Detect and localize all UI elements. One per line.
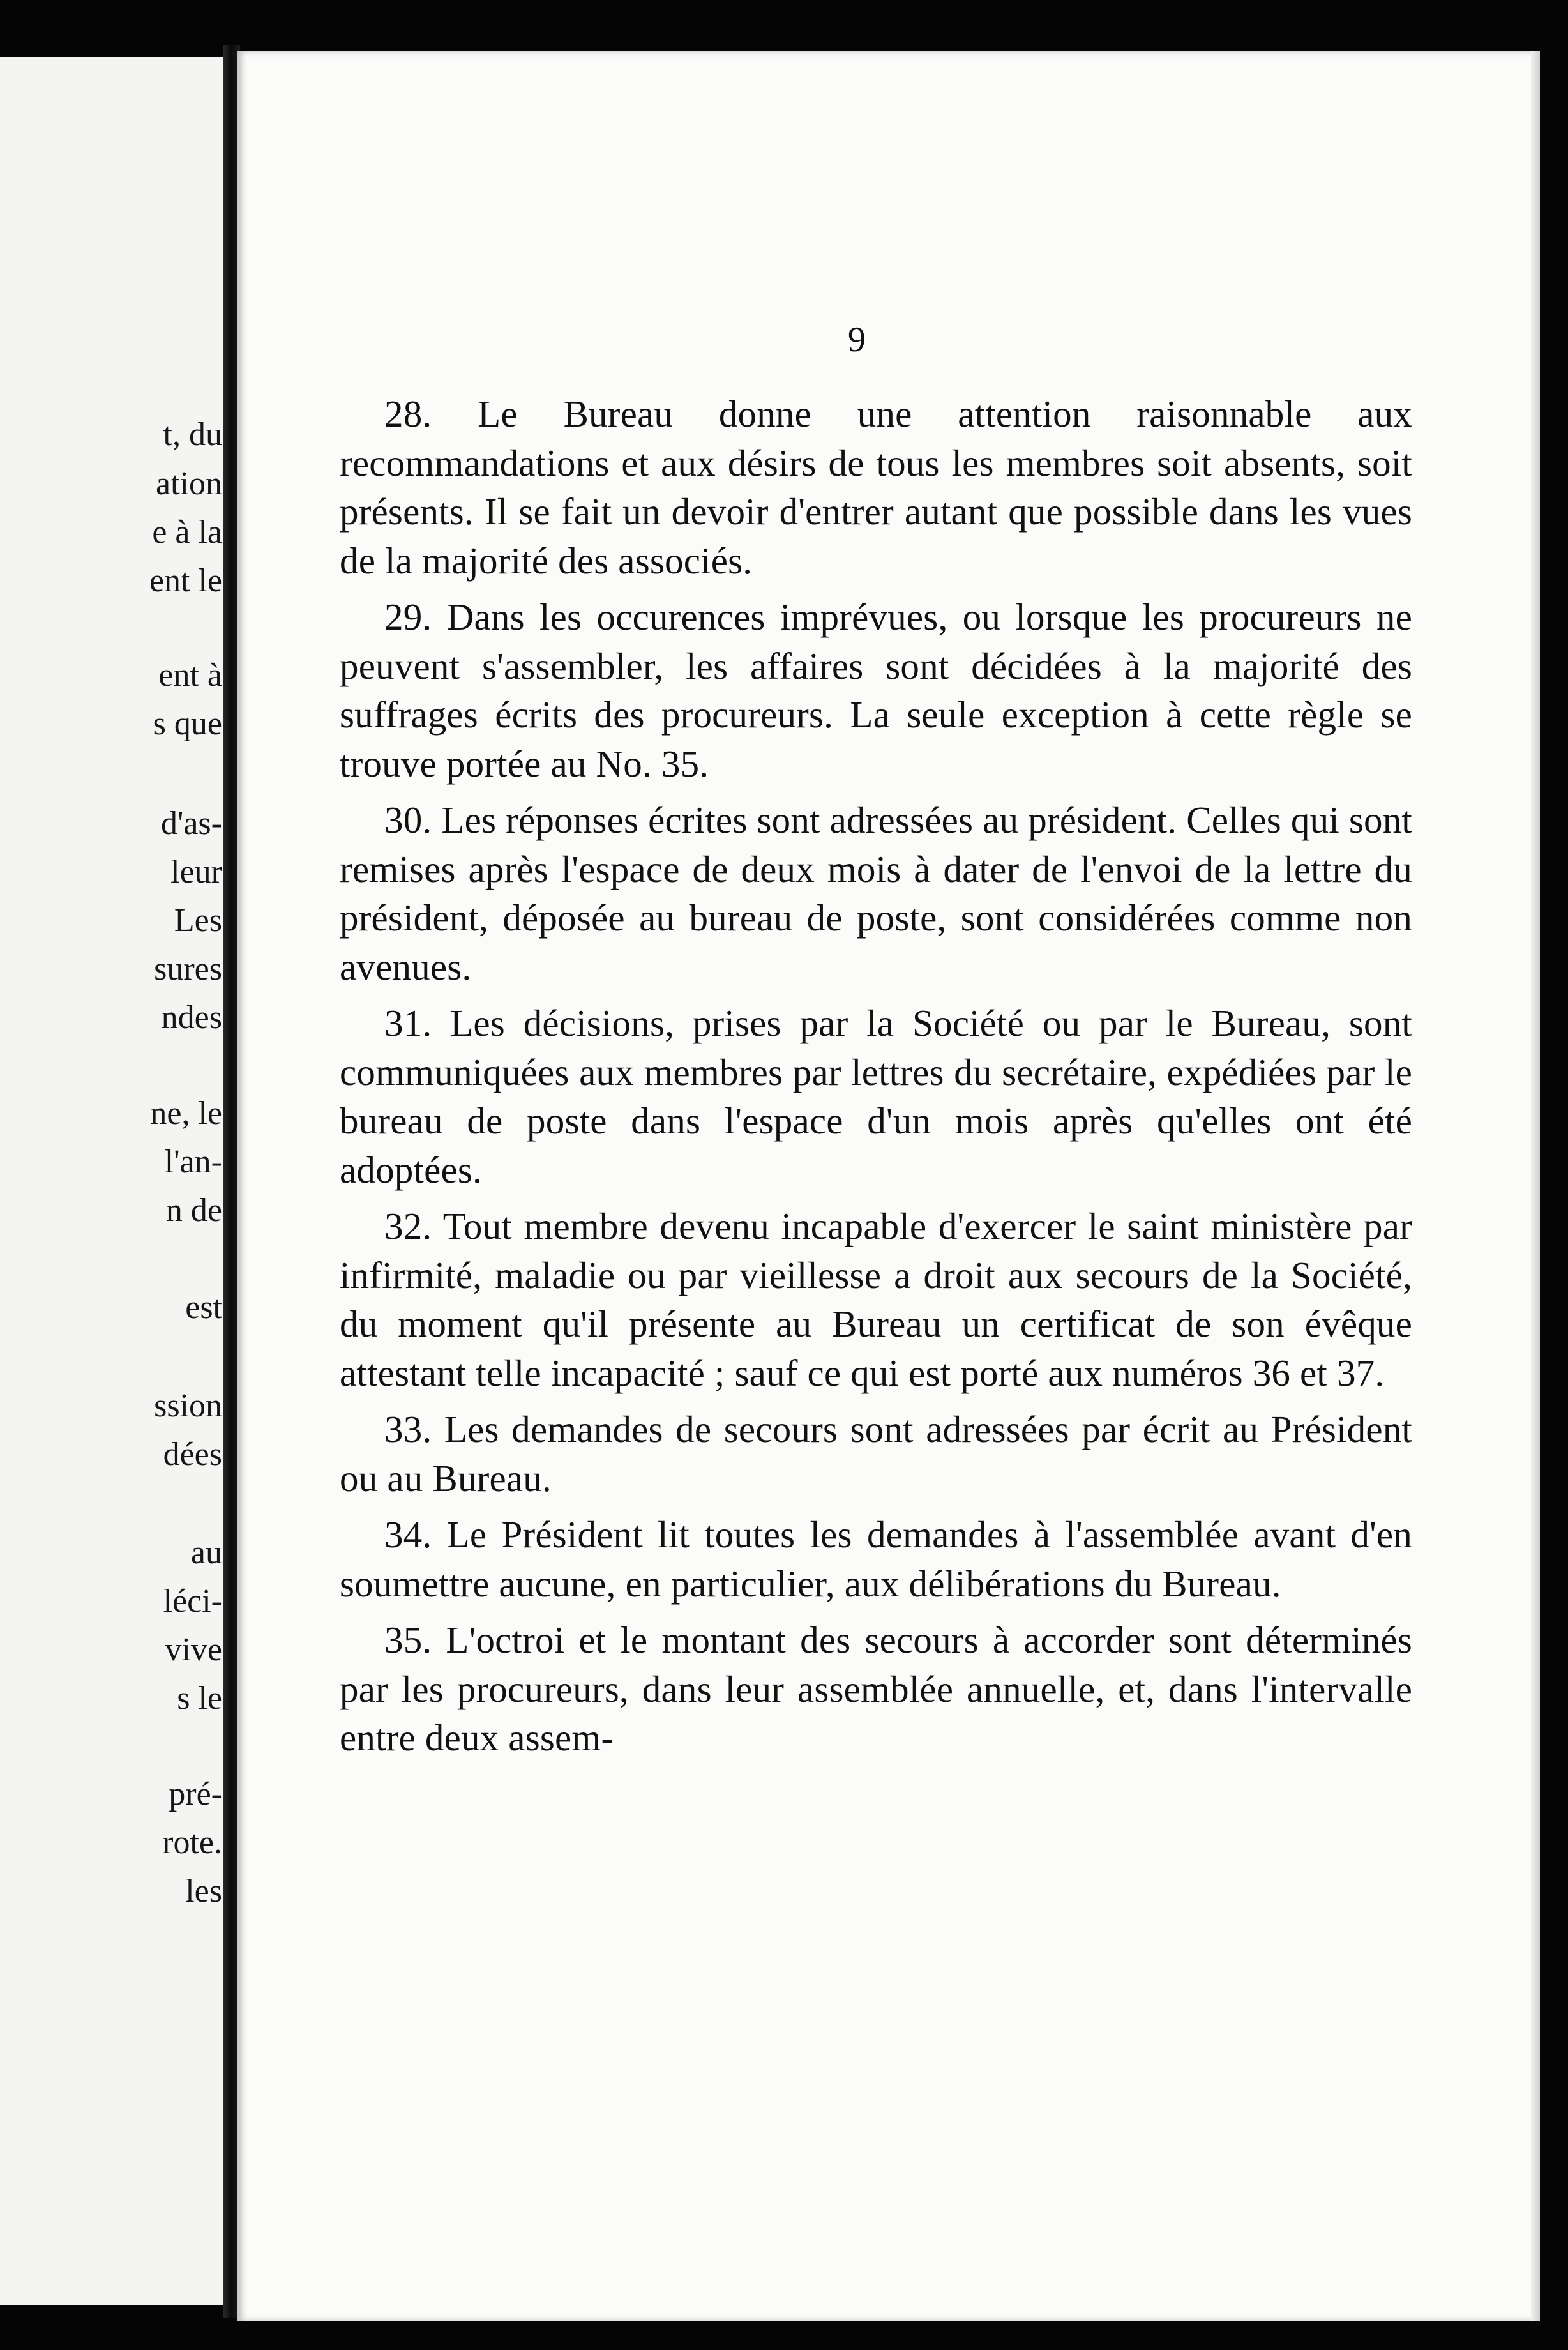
left-page-fragment: rote. bbox=[162, 1824, 222, 1861]
left-page-fragment: sures bbox=[154, 951, 222, 987]
left-page-fragment: dées bbox=[163, 1436, 222, 1473]
left-page-fragment: n de bbox=[165, 1192, 222, 1229]
left-page-fragment: est bbox=[185, 1289, 222, 1326]
article-29: 29. Dans les occurences imprévues, ou lorsque les procureurs ne peuvent s'assembler, les affaires sont décidées à la majorité des suffrages écrits des procureurs. La seule exception à cette règle se trouve portée au No. 35. bbox=[340, 596, 1412, 785]
article-28: 28. Le Bureau donne une attention raisonnable aux recommandations et aux désirs de tous les membres soit absents, soit présents. Il se fait un devoir d'entrer autant que possible dans les vues de la majorité des associés. bbox=[340, 393, 1412, 582]
left-page-fragment: s que bbox=[153, 706, 222, 742]
left-page-fragment: ent à bbox=[158, 657, 222, 694]
left-page-fragment: ne, le bbox=[150, 1095, 222, 1132]
left-page-fragment: Les bbox=[174, 902, 222, 939]
page-number: 9 bbox=[848, 320, 866, 360]
right-page bbox=[237, 51, 1540, 2321]
left-page-fragment: au bbox=[190, 1535, 222, 1571]
page-edge-shadow bbox=[1531, 51, 1540, 2321]
left-page-fragment: pré- bbox=[169, 1776, 222, 1812]
left-page-fragment: d'as- bbox=[160, 805, 222, 842]
page-body bbox=[340, 390, 1412, 1770]
left-page-fragment: les bbox=[185, 1873, 222, 1909]
article-34: 34. Le Président lit toutes les demandes à l'assemblée avant d'en soumettre aucune, en particulier, aux délibérations du Bureau. bbox=[340, 1513, 1412, 1605]
article-33: 33. Les demandes de secours sont adressées par écrit au Président ou au Bureau. bbox=[340, 1408, 1412, 1499]
left-page-fragment: s le bbox=[177, 1680, 222, 1717]
article-30: 30. Les réponses écrites sont adressées au président. Celles qui sont remises après l'espace de deux mois à dater de l'envoi de la lettre du président, déposée au bureau de poste, sont considérées comme non avenues. bbox=[340, 799, 1412, 988]
left-page-fragment: vive bbox=[165, 1632, 222, 1668]
left-page-fragment: t, du bbox=[163, 416, 222, 453]
left-page-fragment: e à la bbox=[152, 514, 222, 550]
left-page-fragment: ent le bbox=[149, 563, 222, 599]
left-page-fragment: leur bbox=[170, 854, 222, 890]
left-facing-page bbox=[0, 57, 230, 2305]
left-page-fragment: léci- bbox=[163, 1583, 222, 1619]
left-page-fragment: ation bbox=[156, 466, 222, 502]
left-page-fragment: ndes bbox=[161, 999, 222, 1036]
left-page-fragment: ssion bbox=[154, 1388, 222, 1424]
article-35: 35. L'octroi et le montant des secours à accorder sont déterminés par les procureurs, dans leur assemblée annuelle, et, dans l'intervalle entre deux assem- bbox=[340, 1619, 1412, 1759]
article-32: 32. Tout membre devenu incapable d'exercer le saint ministère par infirmité, maladie ou par vieillesse a droit aux secours de la Société, du moment qu'il présente au Bureau un certificat de son évêque attestant telle incapacité ; sauf ce qui est porté aux numéros 36 et 37. bbox=[340, 1205, 1412, 1394]
left-page-fragment: l'an- bbox=[164, 1144, 222, 1180]
article-31: 31. Les décisions, prises par la Société ou par le Bureau, sont communiquées aux membres par lettres du secrétaire, expédiées par le bureau de poste dans l'espace d'un mois après qu'elles ont été adoptées. bbox=[340, 1002, 1412, 1191]
